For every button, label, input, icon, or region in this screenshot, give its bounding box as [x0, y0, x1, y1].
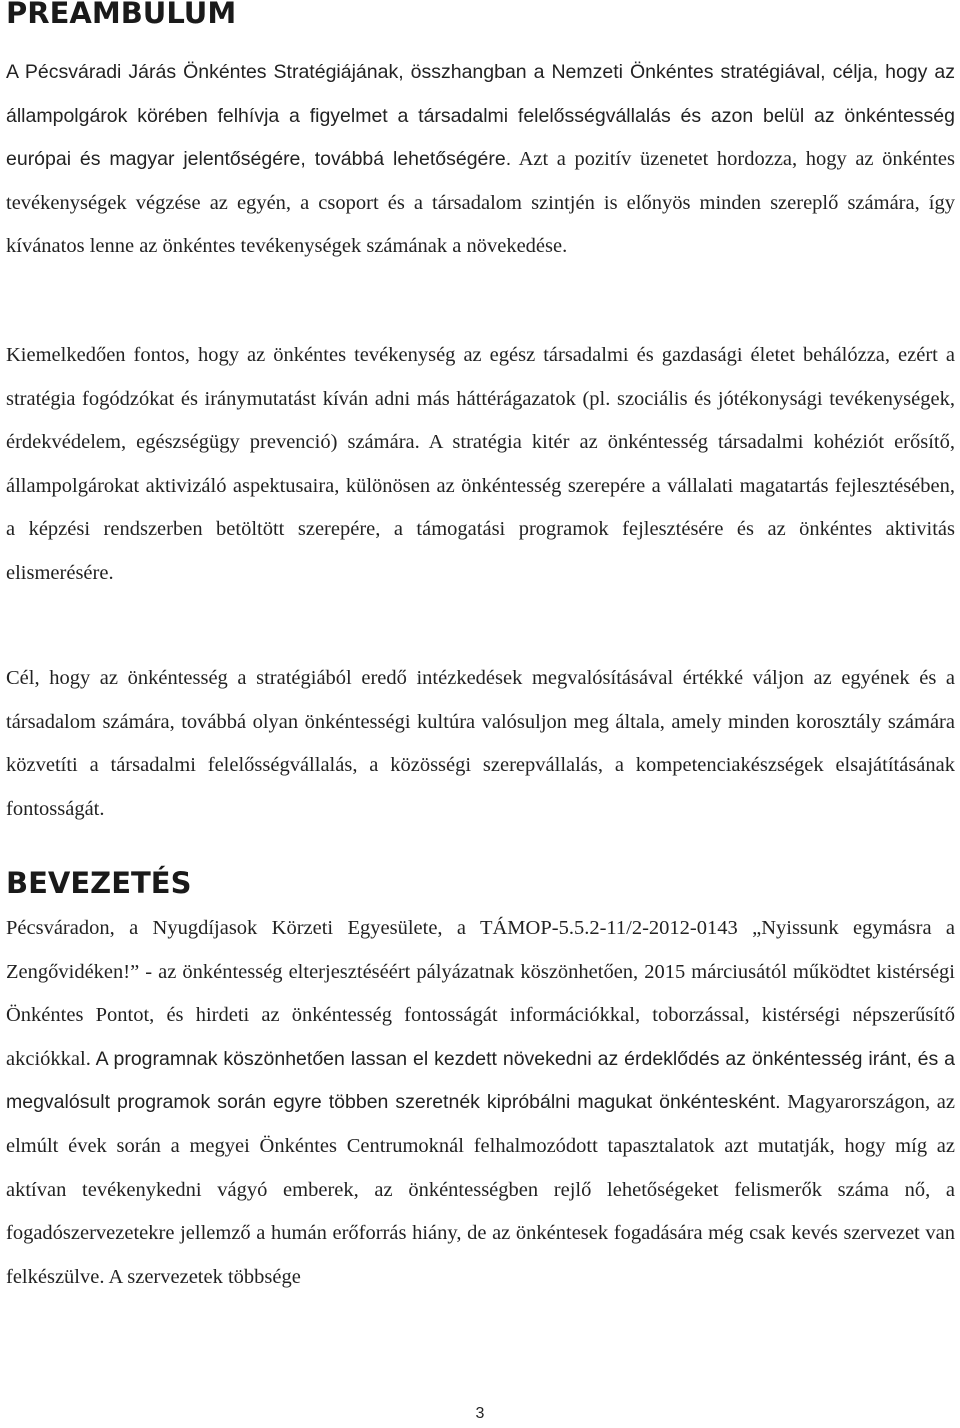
paragraph-bevezetes-1-text-c: Magyarországon, az elmúlt évek során a megyei Önkéntes Centrumoknál felhalmozódott tapasztalatok azt mutatják, hogy míg az aktívan tevékenykedni vágyó emberek, az önkéntességben rejlő lehetőségeket felismerők száma nő, a fogadószervezetekre jellemző a humán erőforrás hiány, de az önkéntesek fogadására még csak kevés szervezet van felkészülve. A szervezetek többsége: [6, 1091, 956, 1288]
page-number: 3: [475, 1405, 485, 1422]
paragraph-bevezetes-1-text-a: Pécsváradon, a Nyugdíjasok Körzeti Egyesülete, a TÁMOP-5.5.2-11/2-2012-0143 „Nyissunk egymásra a Zengővidéken!” - az önkéntesség elterjesztéséért pályázatnak köszönhetően, 2015 márciusától működtet kistérségi Önkéntes Pontot, és hirdeti az önkéntesség fontosságát információkkal, toborzással, kistérségi népszerűsítő akciókkal.: [6, 917, 955, 1070]
paragraph-preambulum-1-sans-text: A Pécsváradi Járás Önkéntes Stratégiájának, összhangban a Nemzeti Önkéntes stratégiával, célja, hogy az állampolgárok körében felhívja a figyelmet a társadalmi felelősségvállalás és azon belül az önkéntesség európai és magyar jelentőségére, továbbá lehetőségére.: [6, 61, 955, 171]
heading-preambulum: PREAMBULUM: [6, 0, 237, 30]
paragraph-preambulum-3: Cél, hogy az önkéntesség a stratégiából eredő intézkedések megvalósításával értékké váljon az egyének és a társadalom számára, továbbá olyan önkéntességi kultúra valósuljon meg általa, amely minden korosztály számára közvetíti a társadalmi felelősségvállalás, a közösségi szerepvállalás, a kompetenciakészségek elsajátításának fontosságát.: [6, 667, 955, 820]
heading-bevezetes: BEVEZETÉS: [6, 866, 192, 900]
paragraph-preambulum-2: [6, 334, 955, 596]
paragraph-preambulum-1-serif-text: Azt a pozitív üzenetet hordozza, hogy az önkéntes tevékenységek végzése az egyén, a csoport és a társadalom szintjén is előnyös minden szereplő számára, így kívánatos lenne az önkéntes tevékenységek számának a növekedése.: [6, 148, 955, 258]
paragraph-preambulum-2-text-b: A stratégia kitér az önkéntesség társadalmi kohéziót erősítő, állampolgárokat aktivizáló aspektusaira, különösen az önkéntesség szerepére a vállalati magatartás fejlesztésében, a képzési rendszerben betöltött szerepére, a támogatási programok fejlesztésére és az önkéntes aktivitás elismerésére.: [6, 431, 955, 584]
paragraph-bevezetes-1: [6, 907, 955, 1299]
paragraph-preambulum-2-text-a: Kiemelkedően fontos, hogy az önkéntes tevékenység az egész társadalmi és gazdasági életet behálózza, ezért a stratégia fogódzókat és iránymutatást kíván adni más háttérágazatok (pl. szociális és jótékonysági tevékenységek, érdekvédelem, egészségügy prevenció) számára.: [6, 344, 955, 454]
paragraph-bevezetes-1-sans-text: A programnak köszönhetően lassan el kezdett növekedni az érdeklődés az önkéntesség iránt, és a megvalósult programok során egyre többen szeretnék kipróbálni magukat önkéntesként.: [6, 1047, 955, 1114]
paragraph-preambulum-1: [6, 51, 955, 269]
